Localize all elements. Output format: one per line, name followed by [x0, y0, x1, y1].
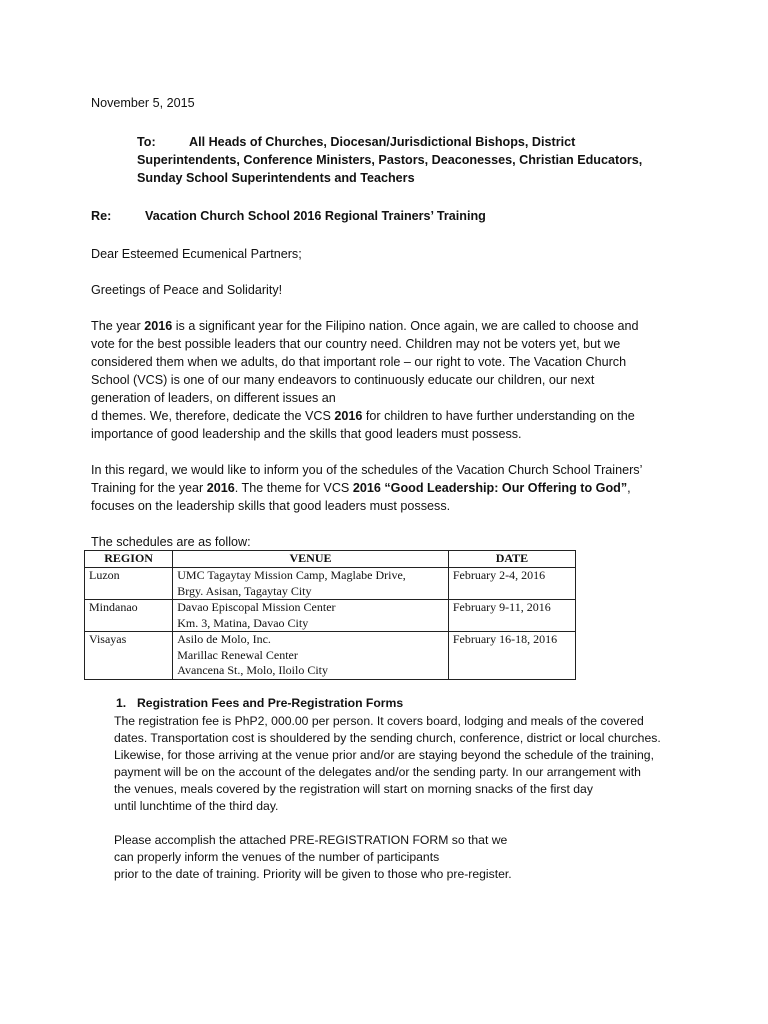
section1-line-1: The registration fee is PhP2, 000.00 per person. It covers board, lodging and meals of the covered [114, 714, 644, 728]
section1-line-5: the venues, meals covered by the registration will start on morning snacks of the first day [114, 782, 593, 796]
letter-date: November 5, 2015 [91, 96, 195, 110]
column-header-date: DATE [448, 551, 575, 568]
para2-line-2: Training for the year 2016. The theme for VCS 2016 “Good Leadership: Our Offering to God”, [91, 481, 631, 495]
re-subject: Vacation Church School 2016 Regional Trainers’ Training [145, 209, 486, 223]
date-cell: February 9-11, 2016 [448, 600, 575, 632]
re-label: Re: [91, 209, 112, 223]
venue-cell: Asilo de Molo, Inc. Marillac Renewal Center Avancena St., Molo, Iloilo City [173, 632, 449, 680]
para2-line-3: focuses on the leadership skills that good leaders must possess. [91, 499, 451, 513]
section1-title: Registration Fees and Pre-Registration Forms [137, 696, 404, 710]
para1-line-3: considered them when we adults, do that important role – our right to vote. The Vacation Church [91, 355, 627, 369]
region-cell: Mindanao [85, 600, 173, 632]
table-row [85, 632, 576, 680]
para1-line-5: generation of leaders, on different issues an [91, 391, 336, 405]
to-line-1: All Heads of Churches, Diocesan/Jurisdictional Bishops, District [189, 135, 576, 149]
date-cell: February 2-4, 2016 [448, 568, 575, 600]
section1-number: 1. [116, 696, 127, 710]
column-header-region: REGION [85, 551, 173, 568]
to-line-3: Sunday School Superintendents and Teachers [137, 171, 415, 185]
para2-line-1: In this regard, we would like to inform you of the schedules of the Vacation Church School Trainers’ [91, 463, 643, 477]
section1-line-4: payment will be on the account of the delegates and/or the sending party. In our arrangement with [114, 765, 641, 779]
section1-line2-3: prior to the date of training. Priority will be given to those who pre-register. [114, 867, 512, 881]
section1-line-3: Likewise, for those arriving at the venue prior and/or are staying beyond the schedule of the training, [114, 748, 654, 762]
para1-line-4: School (VCS) is one of our many endeavors to continuously educate our children, our next [91, 373, 595, 387]
para1-line-2: vote for the best possible leaders that our country need. Children may not be voters yet, but we [91, 337, 621, 351]
table-row [85, 568, 576, 600]
greeting: Greetings of Peace and Solidarity! [91, 283, 283, 297]
para1-line-6: d themes. We, therefore, dedicate the VCS 2016 for children to have further understanding on the [91, 409, 635, 423]
schedules-intro: The schedules are as follow: [91, 535, 251, 549]
theme-title: “Good Leadership: Our Offering to God” [384, 481, 628, 495]
section1-line2-1: Please accomplish the attached PRE-REGISTRATION FORM so that we [114, 833, 508, 847]
table-header-row [85, 551, 576, 568]
para1-line-1: The year 2016 is a significant year for the Filipino nation. Once again, we are called to choose and [91, 319, 639, 333]
region-cell: Visayas [85, 632, 173, 680]
column-header-venue: VENUE [173, 551, 449, 568]
section1-line-6: until lunchtime of the third day. [114, 799, 279, 813]
to-line-2: Superintendents, Conference Ministers, Pastors, Deaconesses, Christian Educators, [137, 153, 643, 167]
table-row [85, 600, 576, 632]
to-label: To: [137, 135, 156, 149]
section1-line2-2: can properly inform the venues of the number of participants [114, 850, 440, 864]
para1-line-7: importance of good leadership and the skills that good leaders must possess. [91, 427, 522, 441]
salutation: Dear Esteemed Ecumenical Partners; [91, 247, 302, 261]
region-cell: Luzon [85, 568, 173, 600]
date-cell: February 16-18, 2016 [448, 632, 575, 680]
schedule-table [84, 550, 576, 680]
venue-cell: UMC Tagaytay Mission Camp, Maglabe Drive, Brgy. Asisan, Tagaytay City [173, 568, 449, 600]
venue-cell: Davao Episcopal Mission Center Km. 3, Matina, Davao City [173, 600, 449, 632]
section1-line-2: dates. Transportation cost is shouldered by the sending church, conference, district or local churches. [114, 731, 661, 745]
